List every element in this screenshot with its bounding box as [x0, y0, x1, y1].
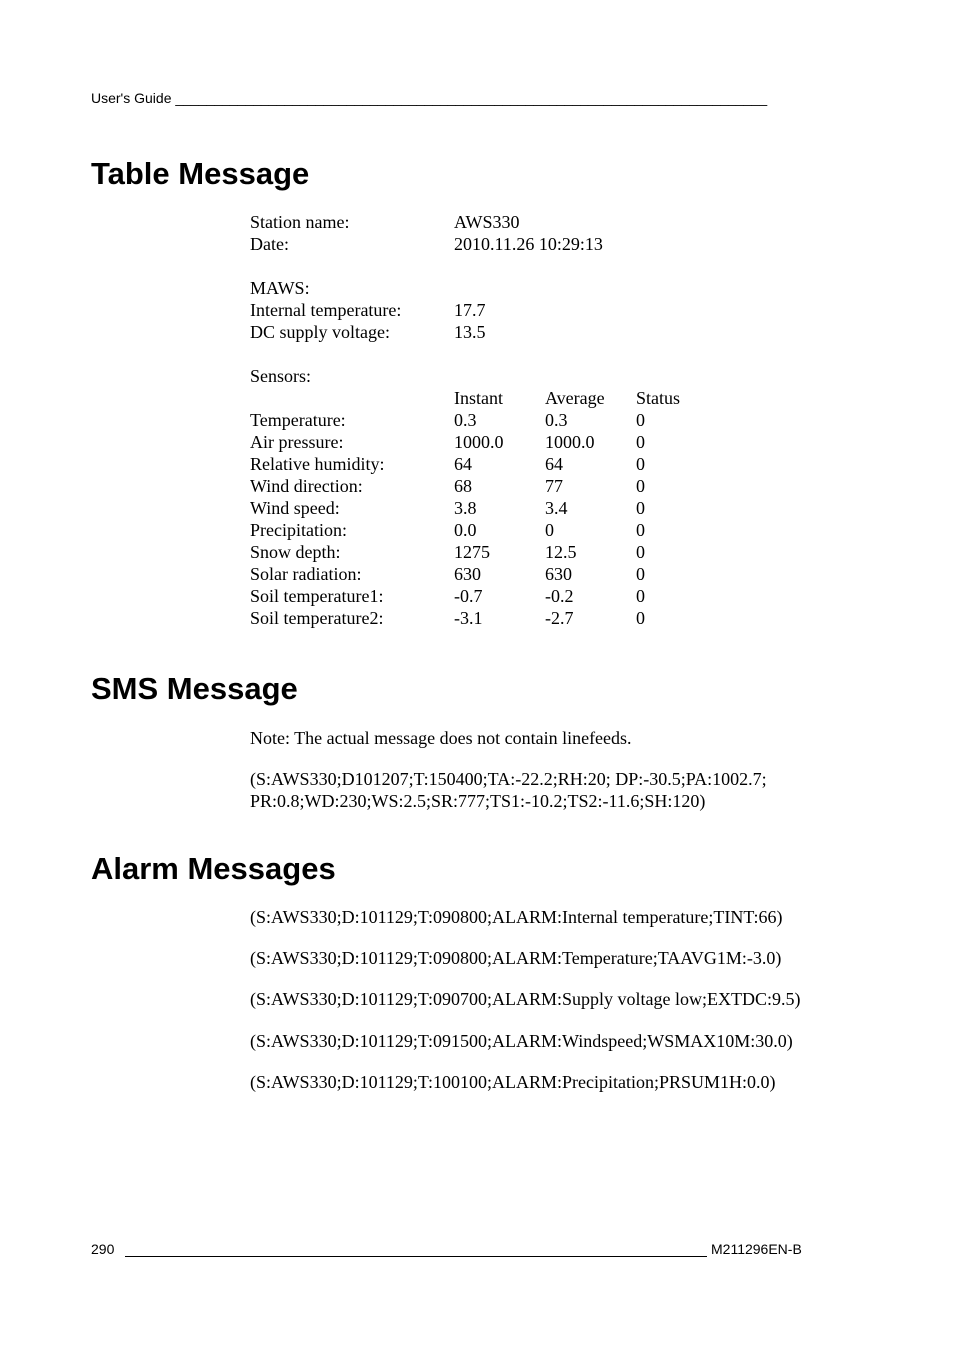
sensor-status: 0 [636, 410, 645, 430]
column-header-instant: Instant [454, 388, 503, 408]
sensor-status: 0 [636, 520, 645, 540]
sensor-name: Precipitation: [250, 520, 347, 540]
dc-supply-row [250, 321, 810, 343]
alarm-message: (S:AWS330;D:101129;T:091500;ALARM:Windspeed;WSMAX10M:30.0) [250, 1031, 793, 1051]
internal-temp-label: Internal temperature: [250, 300, 402, 320]
sensor-name: Solar radiation: [250, 564, 362, 584]
dc-supply-label: DC supply voltage: [250, 322, 390, 342]
sensor-instant: -3.1 [454, 608, 483, 628]
sensor-row [250, 497, 810, 519]
sensor-row [250, 475, 810, 497]
sensor-name: Relative humidity: [250, 454, 385, 474]
sensor-status: 0 [636, 476, 645, 496]
sensor-average: 630 [545, 564, 572, 584]
sms-example-line: (S:AWS330;D101207;T:150400;TA:-22.2;RH:20; DP:-30.5;PA:1002.7; [250, 769, 767, 789]
sensor-average: 77 [545, 476, 563, 496]
column-header-average: Average [545, 388, 605, 408]
sensor-status: 0 [636, 608, 645, 628]
internal-temp-value: 17.7 [454, 300, 486, 320]
sensor-name: Snow depth: [250, 542, 341, 562]
sensor-row [250, 453, 810, 475]
sms-note: Note: The actual message does not contain linefeeds. [250, 728, 632, 748]
date-value: 2010.11.26 10:29:13 [454, 234, 603, 254]
dc-supply-value: 13.5 [454, 322, 486, 342]
station-value: AWS330 [454, 212, 520, 232]
sensor-instant: 0.3 [454, 410, 477, 430]
sensor-row [250, 585, 810, 607]
sensor-status: 0 [636, 542, 645, 562]
document-code: M211296EN-B [711, 1241, 802, 1257]
sensor-row [250, 541, 810, 563]
sensor-average: 0 [545, 520, 554, 540]
sensor-instant: 1275 [454, 542, 490, 562]
sensor-row [250, 563, 810, 585]
sensor-average: 64 [545, 454, 563, 474]
sms-example-line: PR:0.8;WD:230;WS:2.5;SR:777;TS1:-10.2;TS2:-11.6;SH:120) [250, 791, 706, 811]
sensor-name: Temperature: [250, 410, 346, 430]
sensor-status: 0 [636, 498, 645, 518]
station-label: Station name: [250, 212, 350, 232]
date-label: Date: [250, 234, 289, 254]
sensors-label: Sensors: [250, 366, 312, 386]
sensor-row [250, 409, 810, 431]
sensor-name: Soil temperature1: [250, 586, 384, 606]
sensor-row [250, 607, 810, 629]
section-title-sms-message: SMS Message [91, 671, 298, 706]
page-header: User's Guide ____________________________________________________________________________ [91, 90, 768, 106]
station-row [250, 211, 810, 233]
sensor-name: Air pressure: [250, 432, 344, 452]
sensor-row [250, 431, 810, 453]
alarm-message: (S:AWS330;D:101129;T:090800;ALARM:Internal temperature;TINT:66) [250, 907, 783, 927]
sensor-name: Soil temperature2: [250, 608, 384, 628]
section-title-table-message: Table Message [91, 156, 310, 191]
sensor-row [250, 519, 810, 541]
sensor-instant: 1000.0 [454, 432, 504, 452]
alarm-message: (S:AWS330;D:101129;T:100100;ALARM:Precipitation;PRSUM1H:0.0) [250, 1072, 776, 1092]
sensor-status: 0 [636, 432, 645, 452]
sensor-instant: 68 [454, 476, 472, 496]
sensor-average: -2.7 [545, 608, 574, 628]
sensor-instant: 64 [454, 454, 472, 474]
sensor-average: 3.4 [545, 498, 568, 518]
date-row [250, 233, 810, 255]
sensor-average: 1000.0 [545, 432, 595, 452]
sensor-instant: -0.7 [454, 586, 483, 606]
alarm-message: (S:AWS330;D:101129;T:090700;ALARM:Supply voltage low;EXTDC:9.5) [250, 989, 801, 1009]
sensor-status: 0 [636, 586, 645, 606]
sensor-average: 12.5 [545, 542, 577, 562]
footer-divider [125, 1256, 707, 1257]
alarm-message: (S:AWS330;D:101129;T:090800;ALARM:Temperature;TAAVG1M:-3.0) [250, 948, 782, 968]
column-header-status: Status [636, 388, 681, 408]
page-number: 290 [91, 1241, 115, 1257]
sensor-instant: 0.0 [454, 520, 477, 540]
sensor-column-headers [250, 387, 810, 409]
sensor-instant: 3.8 [454, 498, 477, 518]
maws-label: MAWS: [250, 278, 310, 298]
sensor-average: -0.2 [545, 586, 574, 606]
sensor-instant: 630 [454, 564, 481, 584]
maws-row [250, 277, 810, 299]
sms-example [250, 768, 850, 812]
internal-temp-row [250, 299, 810, 321]
sensors-row [250, 365, 810, 387]
sensor-average: 0.3 [545, 410, 568, 430]
sensor-status: 0 [636, 564, 645, 584]
sensor-status: 0 [636, 454, 645, 474]
section-title-alarm-messages: Alarm Messages [91, 851, 336, 886]
table-message-block [250, 211, 810, 629]
sensor-name: Wind speed: [250, 498, 340, 518]
sensor-name: Wind direction: [250, 476, 363, 496]
